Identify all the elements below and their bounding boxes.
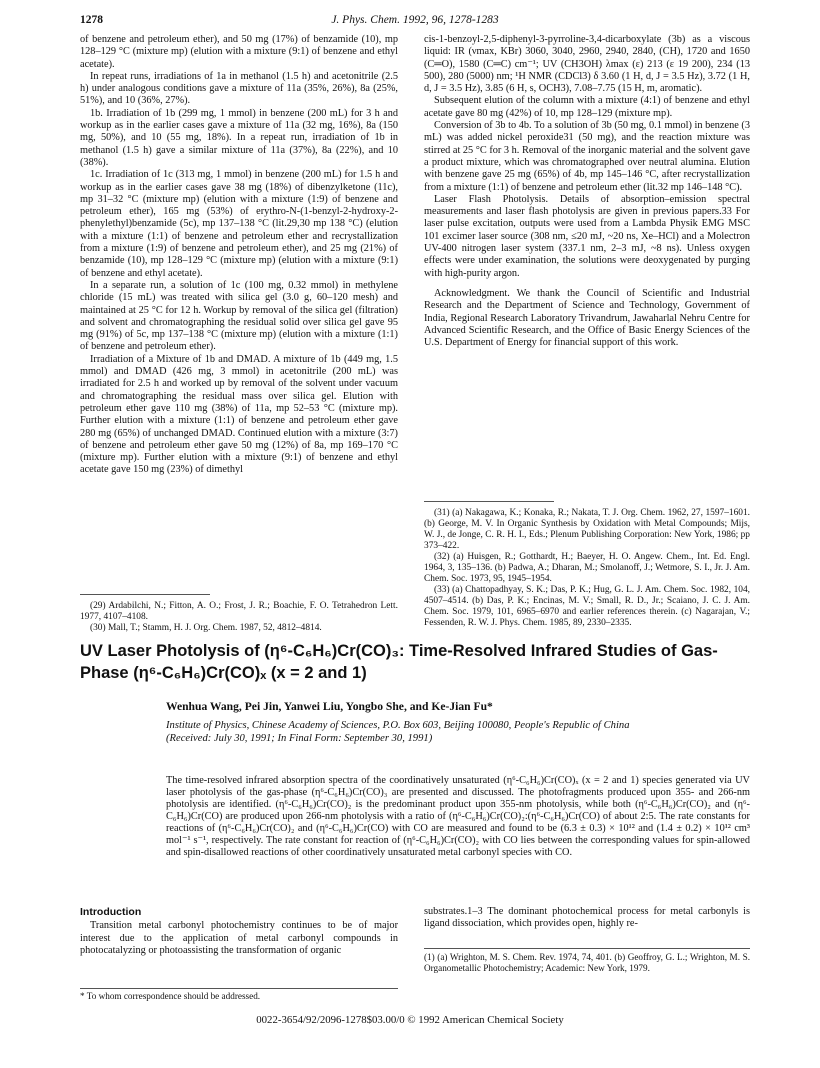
paragraph: Subsequent elution of the column with a mixture (4:1) of benzene and ethyl acetate gave 80 mg (42%) of 10, mp 128–129 (mixture mp).	[424, 95, 750, 119]
paragraph: 1c. Irradiation of 1c (313 mg, 1 mmol) in benzene (200 mL) for 1.5 h and workup as in the earlier cases gave 38 mg (18%) of dibenzylketone (11c), mp 31–32 °C (mixture mp) (elution with a mixture (1:9) of benzene and petroleum ether), 165 mg (53%) of erythro-N-(1-benzyl-2-hydroxy-2-phenylethyl)benzamide (5c), mp 137–138 °C (lit.29,30 mp 138 °C) (elution with a mixture (1:1) of benzene and petroleum ether and recrystallization from a mixture (1:9) of benzene and petroleum ether), and 25 mg (21%) of benzamide (10), mp 128–129 °C (mixture mp) (elution with a mixture (9:1) of benzene and ethyl acetate).	[80, 169, 398, 279]
footnote: (30) Mall, T.; Stamm, H. J. Org. Chem. 1987, 52, 4812–4814.	[90, 623, 322, 633]
affiliation-text: Institute of Physics, Chinese Academy of Sciences, P.O. Box 603, Beijing 100080, People's Republic of China	[166, 720, 630, 731]
page-number: 1278	[80, 14, 103, 26]
right-column	[424, 34, 750, 349]
copyright-footer: 0022-3654/92/2096-1278$03.00/0 © 1992 American Chemical Society	[256, 1014, 564, 1026]
paragraph: cis-1-benzoyl-2,5-diphenyl-3-pyrroline-3,4-dicarboxylate (3b) as a viscous liquid: IR (νmax, KBr) 3060, 3040, 2960, 2940, 2840, (CH), 1720 and 1650 (C═O), 1580 (C═C) cm⁻¹; UV (CH3OH) λmax (ε) 213 (ε 19 200), 234 (13 500), 280 (5000) nm; ¹H NMR (CDCl3) δ 3.60 (1 H, d, J = 3.5 Hz), 3.72 (1 H, d, J = 3.5 Hz), 3.85 (6 H, s, OCH3), 7.08–7.75 (15 H, m, aromatic).	[424, 34, 750, 95]
left-column	[80, 34, 398, 477]
author-affiliation	[166, 719, 766, 745]
abstract: The time-resolved infrared absorption spectra of the coordinatively unsaturated (η⁶-C₆H₆)Cr(CO)ₓ (x = 2 and 1) species generated via UV laser photolysis of the gas-phase (η⁶-C₆H₆)Cr(CO)₃ are presented and discussed. The photofragments produced upon 355- and 266-nm photolysis are identified. (η⁶-C₆H₆)Cr(CO)₂ is the predominant product upon 355-nm photolysis, while both (η⁶-C₆H₆)Cr(CO)₂ and (η⁶-C₆H₆)Cr(CO) are produced upon 266-nm photolysis with a ratio of (η⁶-C₆H₆)Cr(CO)₂:(η⁶-C₆H₆)Cr(CO) of about 2:5. The rate constants for reactions of (η⁶-C₆H₆)Cr(CO)₂ and (η⁶-C₆H₆)Cr(CO) with CO are measured and found to be (6.3 ± 0.3) × 10¹² and (1.4 ± 0.2) × 10¹² cm³ mol⁻¹ s⁻¹, respectively. The rate constant for reaction of (η⁶-C₆H₆)Cr(CO)₂ with CO lies between the corresponding values for spin-allowed and spin-disallowed reactions of other coordinatively unsaturated metal carbonyl species with CO.	[166, 775, 750, 858]
paragraph: of benzene and petroleum ether), and 50 mg (17%) of benzamide (10), mp 128–129 °C (mixture mp) (elution with a mixture (9:1) of benzene and ethyl acetate).	[80, 34, 398, 70]
paragraph: Laser Flash Photolysis. Details of absorption–emission spectral measurements and laser flash photolysis are given in previous papers.33 For laser pulse excitation, outputs were used from a Lambda Physik EMG MSC 101 excimer laser source (308 nm, ≤20 mJ, ~20 ns, Xe–HCl) and a Molectron UV-400 nitrogen laser system (337.1 nm, 2–3 mJ, ~8 ns). Unless oxygen effects were under examination, the solutions were deoxygenated by purging with high-purity argon.	[424, 193, 750, 279]
paragraph: 1b. Irradiation of 1b (299 mg, 1 mmol) in benzene (200 mL) for 3 h and workup as in the earlier cases gave a mixture of 11a (32 mg, 16%), 8a (150 mg, 50%), and 10 (55 mg, 18%). In a repeat run, irradiation of 1b in methanol (1.5 h) gave a similar mixture of 11a (37%), 8a (22%), and 10 (38%).	[80, 107, 398, 168]
paragraph: Irradiation of a Mixture of 1b and DMAD. A mixture of 1b (449 mg, 1.5 mmol) and DMAD (426 mg, 3 mmol) in acetonitrile (200 mL) was irradiated for 2.5 h and worked up by removal of the solvent under vacuum and chromatographing the residual mass over silica gel. Elution with petroleum ether gave 110 mg (38%) of 11a, mp 52–53 °C (mixture mp). Further elution with a mixture (1:1) of benzene and petroleum ether gave 280 mg (65%) of unchanged DMAD. Continued elution with a mixture (3:7) of benzene and petroleum ether gave 50 mg (12%) of 8a, mp 169–170 °C (mixture mp). Further elution with a mixture (9:1) of benzene and ethyl acetate gave 150 mg (23%) of dimethyl	[80, 353, 398, 476]
journal-citation: J. Phys. Chem. 1992, 96, 1278-1283	[331, 14, 499, 26]
footnote: (33) (a) Chattopadhyay, S. K.; Das, P. K.; Hug, G. L. J. Am. Chem. Soc. 1982, 104, 4507–4514. (b) Das, P. K.; Encinas, M. V.; Small, R. D., Jr.; Scaiano, J. C. J. Am. Chem. Soc. 1979, 101, 6965–6970 and earlier references therein. (c) Nagarajan, V.; Fessenden, R. W. J. Phys. Chem. 1985, 89, 2330–2335.	[424, 585, 750, 628]
paragraph: In repeat runs, irradiations of 1a in methanol (1.5 h) and acetonitrile (2.5 h) under analogous conditions gave a mixture of 11a (35%, 26%), 8a (25%, 51%), and 10 (36%, 27%).	[80, 70, 398, 107]
introduction-right	[424, 906, 750, 931]
right-footnotes	[424, 493, 750, 629]
paragraph: Transition metal carbonyl photochemistry continues to be of major interest due to the application of metal carbonyl compounds in photocatalyzing or photoassisting the transformation of organic	[80, 920, 398, 956]
introduction-left	[80, 906, 398, 957]
footnote-rule	[80, 594, 210, 595]
paragraph: substrates.1–3 The dominant photochemical process for metal carbonyls is ligand dissociation, which provides open, highly re-	[424, 906, 750, 930]
footnote: (29) Ardabilchi, N.; Fitton, A. O.; Frost, J. R.; Boachie, F. O. Tetrahedron Lett. 1977, 4107–4108.	[80, 601, 398, 622]
acknowledgment: Acknowledgment. We thank the Council of Scientific and Industrial Research and the Department of Science and Technology, Government of India, Regional Research Laboratory Trivandrum, Jawaharlal Nehru Centre for Advanced Scientific Research, and the Office of Basic Energy Sciences of the U.S. Department of Energy for financial support of this work.	[424, 287, 750, 349]
footnote: (31) (a) Nakagawa, K.; Konaka, R.; Nakata, T. J. Org. Chem. 1962, 27, 1597–1601. (b) George, M. V. In Organic Synthesis by Oxidation with Metal Compounds; Mijs, W. J., de Jonge, C. R. H. I., Eds.; Plenum Publishing Corporation: New York, 1986; pp 373–422.	[424, 508, 750, 551]
footnote: (32) (a) Huisgen, R.; Gotthardt, H.; Baeyer, H. O. Angew. Chem., Int. Ed. Engl. 1964, 3, 135–136. (b) Padwa, A.; Dharan, M.; Smolanoff, J.; Wetmore, S. I., Jr. J. Am. Chem. Soc. 1973, 95, 1945–1954.	[424, 552, 750, 584]
received-dates: (Received: July 30, 1991; In Final Form: September 30, 1991)	[166, 733, 433, 744]
section-heading: Introduction	[80, 906, 142, 918]
article-authors: Wenhua Wang, Pei Jin, Yanwei Liu, Yongbo She, and Ke-Jian Fu*	[166, 700, 493, 713]
running-header	[80, 14, 750, 30]
paragraph: Conversion of 3b to 4b. To a solution of 3b (50 mg, 0.1 mmol) in benzene (3 mL) was added nickel peroxide31 (50 mg), and the reaction mixture was stirred at 25 °C for 3 h. Removal of the inorganic material and the solvent gave a product mixture, which was chromatographed over neutral alumina. Elution with benzene gave 25 mg (65%) of 4b, mp 145–146 °C, after recrystallization from a mixture (1:1) of benzene and petroleum ether (lit.32 mp 146–148 °C).	[424, 120, 750, 193]
article-title: UV Laser Photolysis of (η⁶-C₆H₆)Cr(CO)₃: Time-Resolved Infrared Studies of Gas-Phase (η⁶-C₆H₆)Cr(CO)ₓ (x = 2 and 1)	[80, 642, 718, 682]
correspondence-note: * To whom correspondence should be addressed.	[80, 988, 398, 1001]
footnote: (1) (a) Wrighton, M. S. Chem. Rev. 1974, 74, 401. (b) Geoffroy, G. L.; Wrighton, M. S. Organometallic Photochemistry; Academic: New York, 1979.	[424, 948, 750, 974]
paragraph: In a separate run, a solution of 1c (100 mg, 0.32 mmol) in methylene chloride (15 mL) was treated with silica gel (3.0 g, 60–120 mesh) and maintained at 25 °C for 12 h. Workup by removal of the silica gel (filtration) and solvent and chromatographing the residual solid over silica gel gave 95 mg (91%) of 5c, mp 137–138 °C (mixture mp) (elution with a mixture (1:1) of benzene and petroleum ether).	[80, 279, 398, 353]
footnote-rule	[424, 501, 554, 502]
left-footnotes	[80, 586, 398, 634]
